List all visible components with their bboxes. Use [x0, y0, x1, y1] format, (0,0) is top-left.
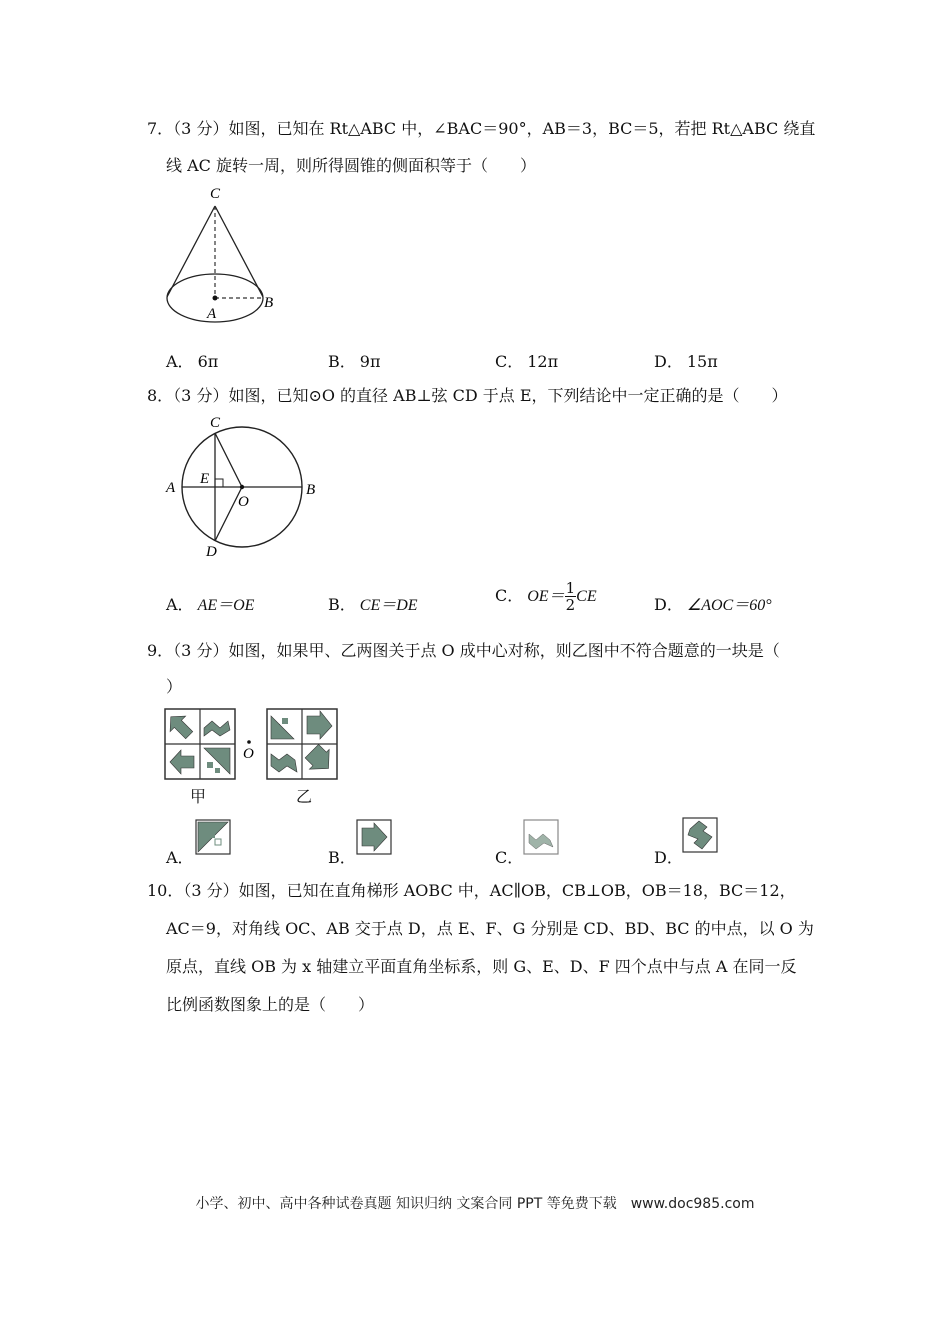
cone-label-b: B	[264, 295, 274, 311]
q7-text-line1: 7．（3 分）如图，已知在 Rt△ABC 中，∠BAC＝90°，AB＝3，BC＝5，若把 Rt△ABC 绕直	[147, 119, 816, 138]
jia-label: 甲	[190, 787, 207, 806]
q9-text-line1: 9．（3 分）如图，如果甲、乙两图关于点 O 成中心对称，则乙图中不符合题意的一块是（	[147, 641, 780, 660]
q7-text-line2: 线 AC 旋转一周，则所得圆锥的侧面积等于（ ）	[166, 156, 536, 175]
q10-text-line1: 10．（3 分）如图，已知在直角梯形 AOBC 中，AC∥OB，CB⊥OB，OB＝18，BC＝12，	[147, 881, 796, 900]
q9-text-line2: ）	[166, 677, 183, 696]
circle-label-b: B	[306, 482, 316, 498]
yi-label: 乙	[296, 787, 313, 806]
circle-label-a: A	[166, 480, 176, 496]
q8-option-d[interactable]: D． ∠AOC＝60°	[654, 595, 772, 614]
circle-label-o: O	[238, 494, 249, 510]
q9-tile-c[interactable]	[523, 819, 559, 855]
q9-option-d[interactable]: D．	[654, 848, 683, 867]
q9-option-b[interactable]: B．	[328, 848, 356, 867]
q7-option-c[interactable]: C． 12π	[495, 352, 559, 371]
q8-option-a[interactable]: A． AE＝OE	[166, 595, 255, 614]
q10-text-line4: 比例函数图象上的是（ ）	[166, 995, 375, 1014]
circle-label-e: E	[200, 471, 210, 487]
cone-label-a: A	[207, 306, 217, 322]
fraction-half: $\frac{1}{2}$	[565, 579, 576, 614]
q7-option-b[interactable]: B． 9π	[328, 352, 381, 371]
jia-grid-figure	[164, 708, 236, 780]
q9-option-a[interactable]: A．	[166, 848, 194, 867]
cone-label-c: C	[210, 186, 221, 202]
q10-text-line2: AC＝9，对角线 OC、AB 交于点 D，点 E、F、G 分别是 CD、BD、BC 的中点，以 O 为	[166, 919, 814, 938]
circle-label-d: D	[206, 544, 217, 560]
q9-tile-b[interactable]	[356, 819, 392, 855]
q9-option-c[interactable]: C．	[495, 848, 524, 867]
yi-grid-figure	[266, 708, 338, 780]
circle-label-c: C	[210, 415, 221, 431]
circle-figure	[160, 410, 330, 560]
q9-tile-a[interactable]	[195, 819, 231, 855]
q8-option-b[interactable]: B． CE＝DE	[328, 595, 418, 614]
q7-option-d[interactable]: D． 15π	[654, 352, 718, 371]
q9-tile-d[interactable]	[682, 817, 718, 855]
center-point-o	[240, 738, 258, 762]
q8-option-c[interactable]: C． OE＝ $\frac{1}{2}$ CE	[495, 579, 597, 614]
q7-option-a[interactable]: A． 6π	[166, 352, 219, 371]
page-footer: 小学、初中、高中各种试卷真题 知识归纳 文案合同 PPT 等免费下载 www.doc985.com	[195, 1196, 755, 1212]
q10-text-line3: 原点，直线 OB 为 x 轴建立平面直角坐标系，则 G、E、D、F 四个点中与点 A 在同一反	[166, 957, 797, 976]
svg-text:O: O	[243, 746, 254, 762]
q8-text-line1: 8．（3 分）如图，已知⊙O 的直径 AB⊥弦 CD 于点 E，下列结论中一定正确的是（ ）	[147, 386, 788, 405]
cone-figure	[160, 180, 290, 330]
